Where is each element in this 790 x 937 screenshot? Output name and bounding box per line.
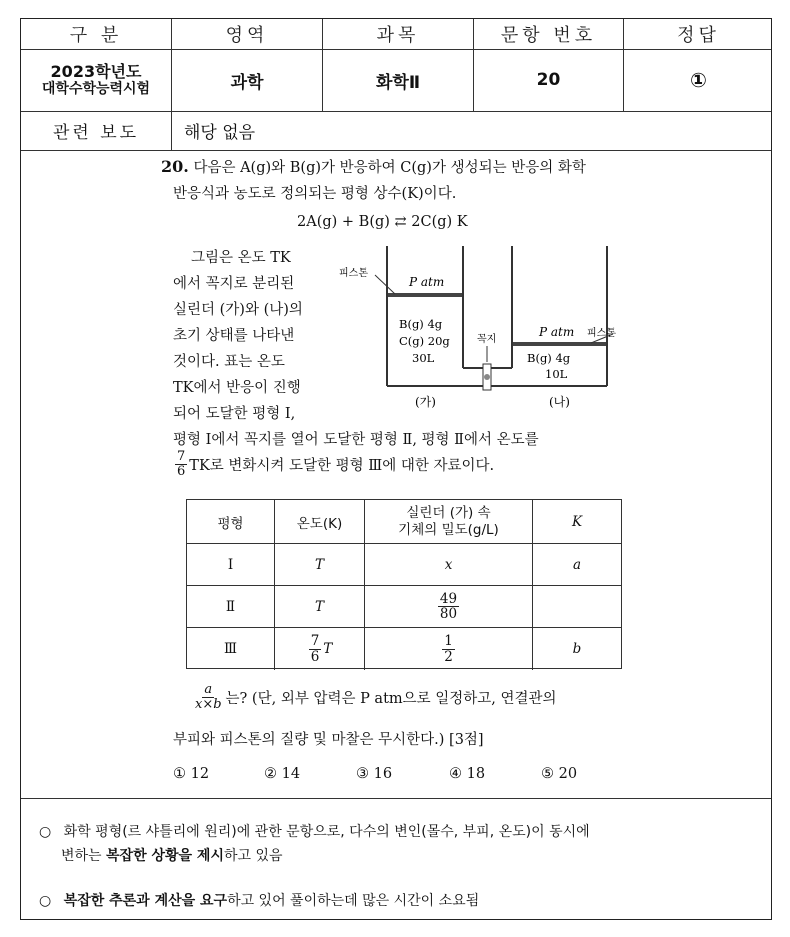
temp-fraction <box>175 450 187 478</box>
choice-3[interactable]: ③ 16 <box>356 766 393 782</box>
density-numerator: 49 <box>439 590 458 607</box>
th-equilibrium: 평형 <box>187 500 275 543</box>
question-after-2-text: TK로 변화시켜 도달한 평형 Ⅲ에 대한 자료이다. <box>189 457 495 474</box>
table-header-row <box>187 500 621 544</box>
note-2-bullet: ○ <box>39 893 52 909</box>
cell-k: b <box>572 641 582 657</box>
cell-density <box>365 628 533 670</box>
para-line-5: 것이다. 표는 온도 <box>173 354 285 370</box>
exam-name <box>21 49 172 111</box>
ask-line-1 <box>191 683 557 711</box>
ask-fraction-numerator: a <box>204 682 213 697</box>
equilibrium-table <box>186 499 622 669</box>
para-line-4: 초기 상태를 나타낸 <box>173 328 295 344</box>
cell-eq: Ⅱ <box>187 586 275 627</box>
temp-numerator: 7 <box>310 633 320 650</box>
cell-k <box>533 586 621 627</box>
question-text-1: 다음은 A(g)와 B(g)가 반응하여 C(g)가 생성되는 반응의 화학 <box>193 160 586 176</box>
choice-4[interactable]: ④ 18 <box>449 766 486 782</box>
left-volume: 30L <box>412 351 435 365</box>
right-volume: 10L <box>545 367 568 381</box>
left-caption: (가) <box>415 395 436 409</box>
left-pressure: P atm <box>409 275 445 289</box>
note-1-text-a: 변하는 <box>61 848 107 864</box>
question-text-2: 반응식과 농도로 정의되는 평형 상수(K)이다. <box>173 186 457 202</box>
left-content-b: B(g) 4g <box>399 317 443 331</box>
info-row <box>21 49 771 112</box>
density-denominator: 80 <box>439 606 458 622</box>
related-value: 해당 없음 <box>184 123 256 143</box>
right-pressure: P atm <box>539 325 575 339</box>
answer-value: ① <box>690 68 707 92</box>
density-numerator: 1 <box>444 633 453 650</box>
left-piston-pointer <box>375 275 395 294</box>
left-content-c: C(g) 20g <box>399 334 450 348</box>
cell-temp: T <box>275 586 365 627</box>
right-content-b: B(g) 4g <box>527 351 571 365</box>
density-fraction <box>438 592 459 621</box>
cell-density <box>365 586 533 627</box>
ask-text-1: 는? (단, 외부 압력은 P atm으로 일정하고, 연결관의 <box>225 690 557 707</box>
note-1-line-2 <box>61 844 283 868</box>
cell-temp: T <box>275 544 365 585</box>
ask-line-2: 부피와 피스톤의 질량 및 마찰은 무시한다.) [3점] <box>173 732 484 748</box>
right-caption: (나) <box>549 395 570 409</box>
header-item-number: 문항 번호 <box>474 19 624 49</box>
question-after-2 <box>173 450 494 478</box>
para-line-7: 되어 도달한 평형 Ⅰ, <box>173 406 296 422</box>
header-row <box>21 19 771 50</box>
valve-icon <box>483 364 491 390</box>
para-line-6: TK에서 반응이 진행 <box>173 380 301 396</box>
table-row <box>187 544 621 586</box>
header-subject: 과목 <box>323 19 474 49</box>
document-frame <box>20 18 772 920</box>
exam-title: 대학수학능력시험 <box>41 81 151 98</box>
table-row <box>187 628 621 670</box>
para-line-2: 에서 꼭지로 분리된 <box>173 276 295 292</box>
question-after-1: 평형 Ⅰ에서 꼭지를 열어 도달한 평형 Ⅱ, 평형 Ⅱ에서 온도를 <box>173 432 539 448</box>
cell-eq: Ⅲ <box>187 628 275 670</box>
reaction-equation: 2A(g) + B(g) ⇄ 2C(g) K <box>297 214 468 230</box>
temp-fraction-numerator: 7 <box>177 449 186 464</box>
note-2-text: 하고 있어 풀이하는데 많은 시간이 소요됨 <box>227 893 480 909</box>
th-temperature: 온도(K) <box>275 500 365 543</box>
para-line-1: 그림은 온도 TK <box>191 250 291 266</box>
note-1-line-1: 화학 평형(르 샤틀리에 원리)에 관한 문항으로, 다수의 변인(몰수, 부피, 온도)이 동시에 <box>63 824 590 840</box>
header-category: 구 분 <box>21 19 172 49</box>
temp-suffix: T <box>323 641 333 657</box>
cell-eq: Ⅰ <box>187 544 275 585</box>
exam-year: 2023학년도 <box>50 61 142 81</box>
question-line-1 <box>161 156 586 177</box>
header-area: 영역 <box>172 19 323 49</box>
th-density-line-2: 기체의 밀도(g/L) <box>398 521 499 538</box>
note-1 <box>39 820 590 844</box>
note-2-emphasis: 복잡한 추론과 계산을 요구 <box>63 893 228 909</box>
item-number-value: 20 <box>474 49 624 111</box>
cell-k: a <box>572 556 582 573</box>
question-area <box>21 150 771 799</box>
cell-temp <box>275 628 365 670</box>
left-piston <box>388 293 462 297</box>
valve-label: 꼭지 <box>477 334 497 345</box>
note-1-emphasis: 복잡한 상황을 제시 <box>106 848 224 864</box>
left-piston-label: 피스톤 <box>339 268 368 279</box>
choice-5[interactable]: ⑤ 20 <box>541 766 578 782</box>
subject-value: 화학Ⅱ <box>323 49 474 111</box>
para-line-3: 실린더 (가)와 (나)의 <box>173 302 303 318</box>
density-denominator: 2 <box>444 648 453 665</box>
th-density-line-1: 실린더 (가) 속 <box>406 505 491 522</box>
right-piston-label: 피스톤 <box>587 328 616 339</box>
note-1-bullet: ○ <box>39 824 52 840</box>
choice-1[interactable]: ① 12 <box>173 766 210 782</box>
th-k: K <box>571 513 583 530</box>
note-1-text-b: 하고 있음 <box>223 848 283 864</box>
ask-fraction <box>193 683 224 711</box>
cell-density: x <box>365 544 533 585</box>
area-value: 과학 <box>172 49 323 111</box>
cylinder-figure <box>339 242 631 412</box>
temp-fraction-denominator: 6 <box>177 463 186 479</box>
related-label: 관련 보도 <box>21 111 172 150</box>
ask-fraction-denominator: x×b <box>195 696 222 712</box>
temp-denominator: 6 <box>310 648 320 665</box>
density-fraction <box>442 634 455 663</box>
header-answer: 정답 <box>677 25 720 46</box>
table-row <box>187 586 621 628</box>
related-row <box>21 111 771 151</box>
question-number: 20. <box>161 157 189 176</box>
th-density <box>365 500 533 543</box>
note-2 <box>39 889 479 913</box>
choice-2[interactable]: ② 14 <box>264 766 301 782</box>
temp-fraction <box>309 634 322 663</box>
